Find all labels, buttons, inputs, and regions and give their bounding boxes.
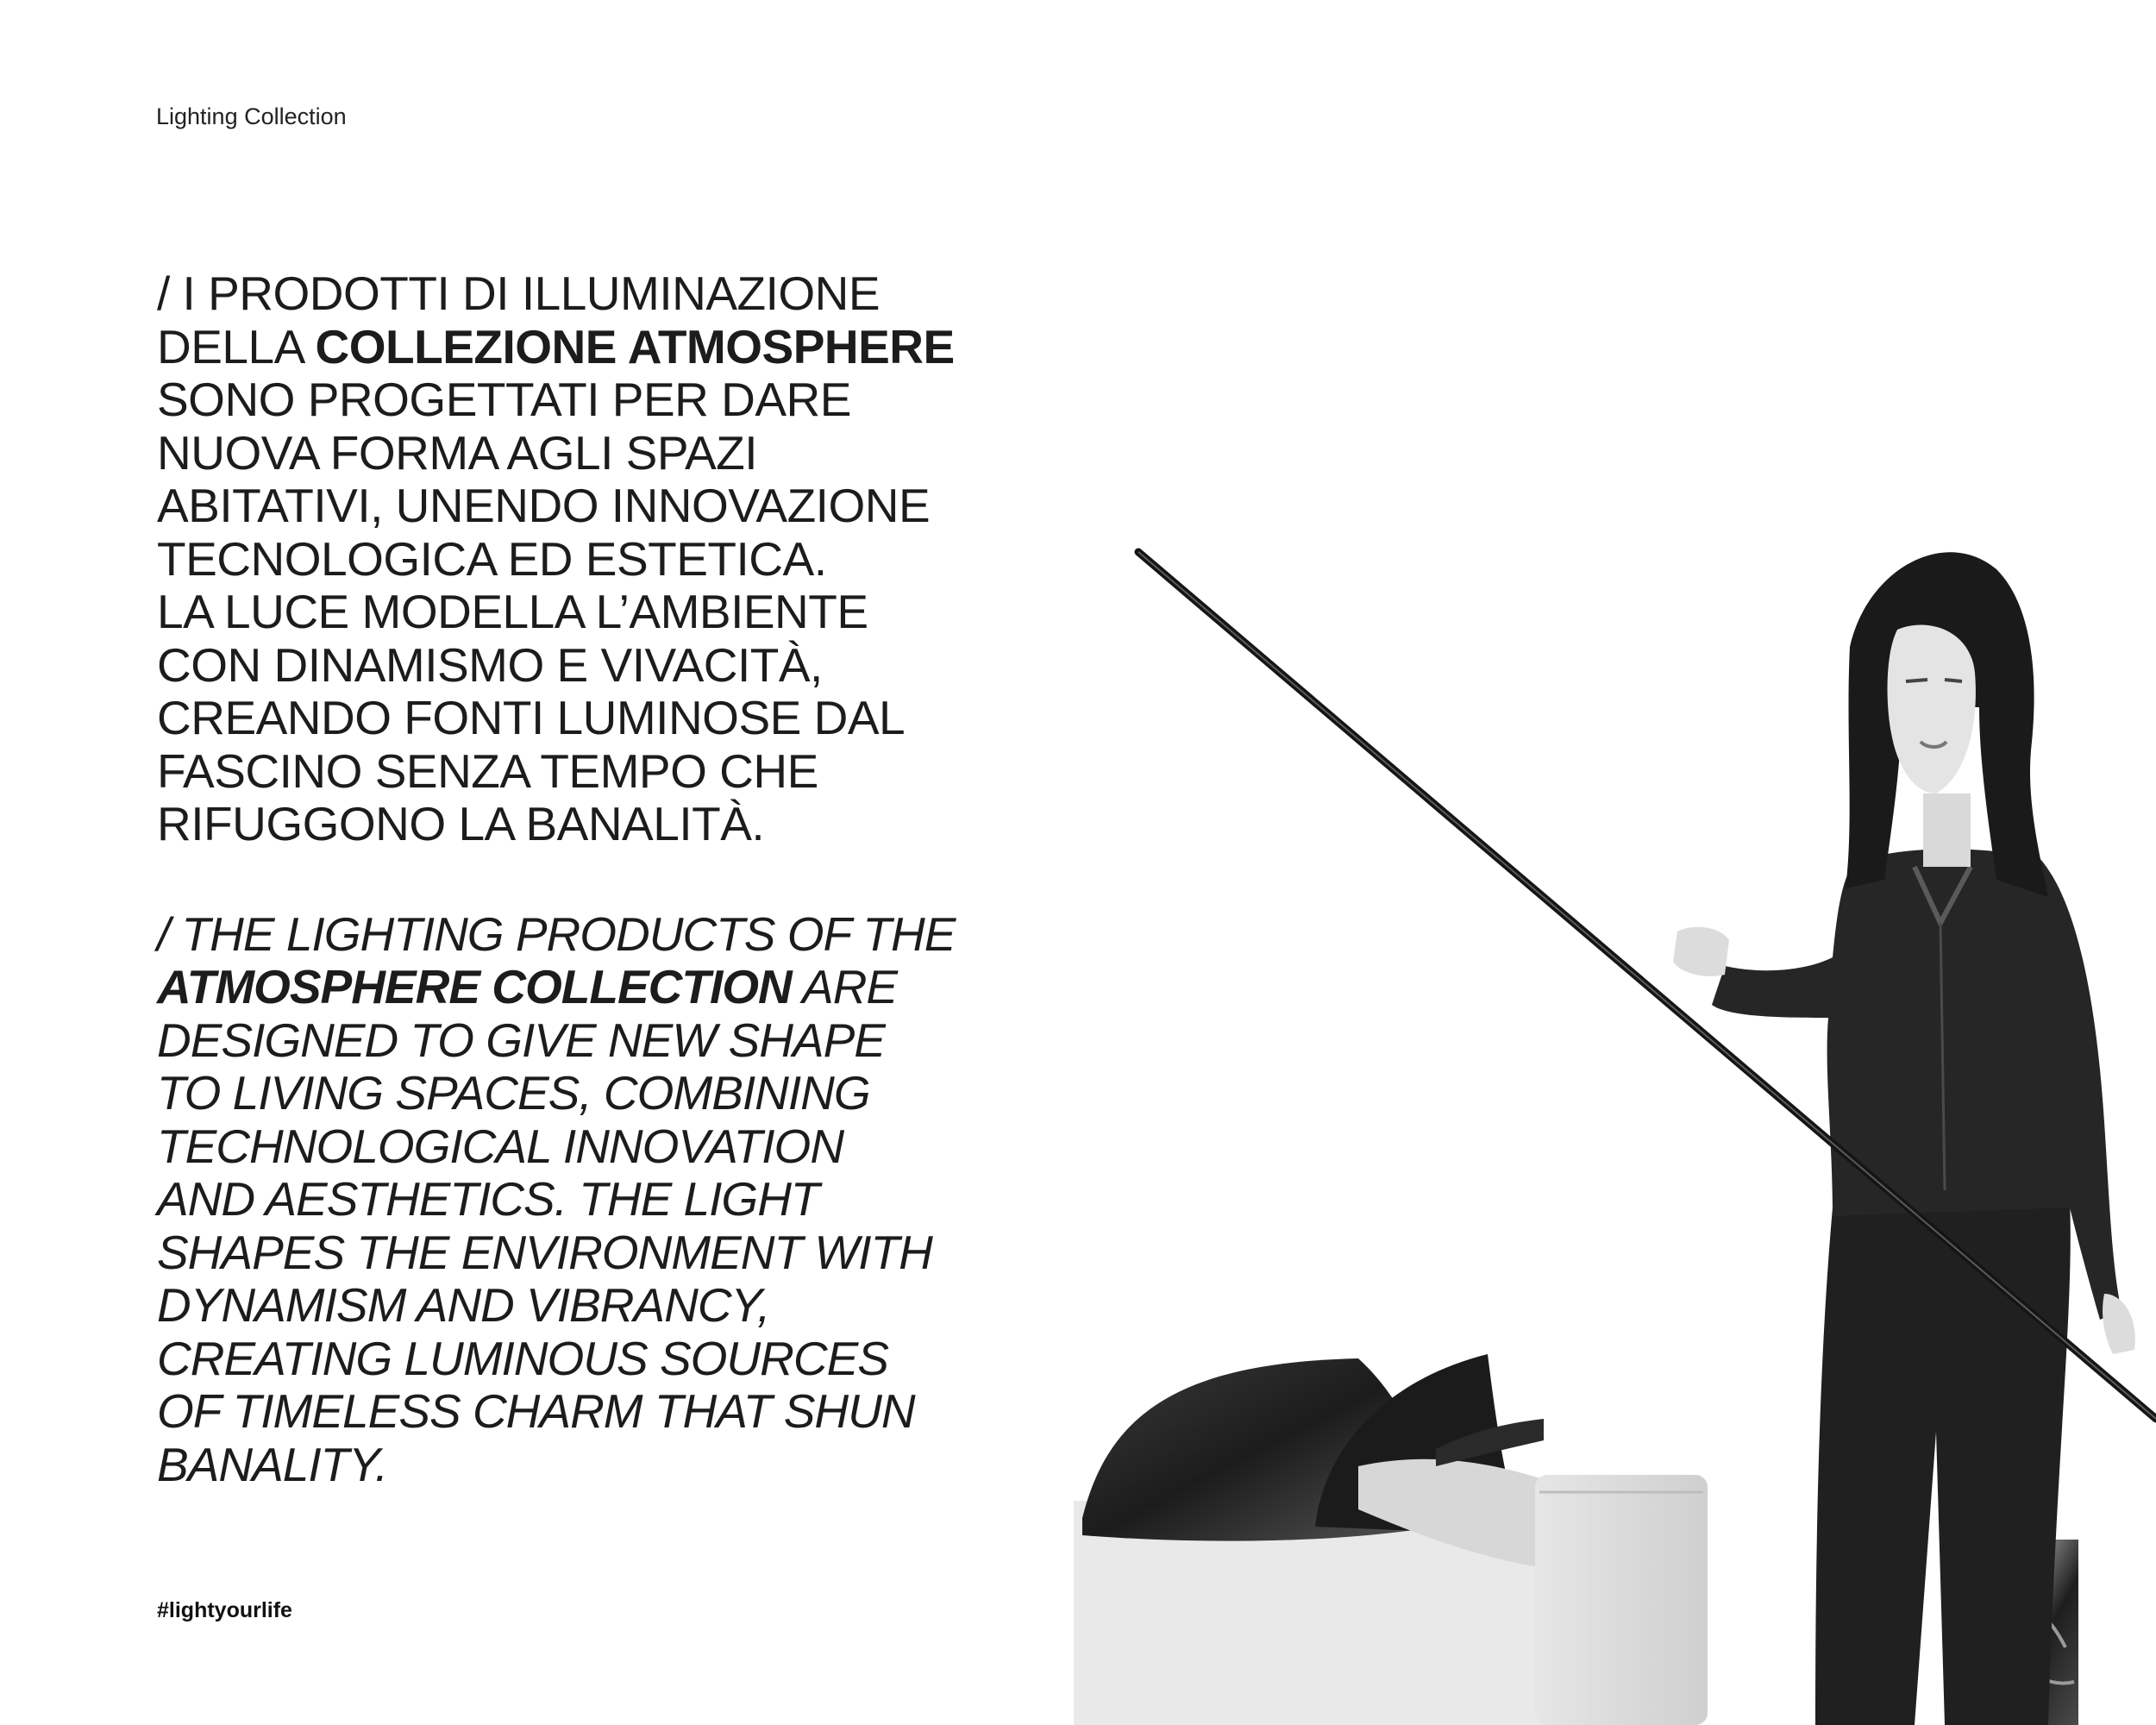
text-line: TO LIVING SPACES, COMBINING (157, 1066, 870, 1120)
hashtag: #lightyourlife (157, 1598, 292, 1622)
english-paragraph (157, 908, 1002, 1492)
woman-trousers (1815, 1199, 2071, 1725)
sofa-arm (1535, 1475, 1708, 1725)
text-line: DESIGNED TO GIVE NEW SHAPE (157, 1013, 885, 1067)
text-line: OF TIMELESS CHARM THAT SHUN (157, 1384, 915, 1438)
text-line: / I PRODOTTI DI ILLUMINAZIONE (157, 267, 881, 320)
text-line: ATMOSPHERE COLLECTION ARE (157, 960, 898, 1013)
text-line: SHAPES THE ENVIRONMENT WITH (157, 1225, 932, 1279)
text-line: DELLA COLLEZIONE ATMOSPHERE (157, 319, 955, 373)
text-line: CREANDO FONTI LUMINOSE DAL (157, 691, 906, 744)
woman-with-lamp-photo (1074, 535, 2156, 1725)
text-line: TECNOLOGICA ED ESTETICA. (157, 531, 827, 586)
text-line: ABITATIVI, UNENDO INNOVAZIONE (157, 479, 931, 532)
text-line: DYNAMISM AND VIBRANCY, (157, 1278, 770, 1332)
section-label: Lighting Collection (156, 104, 347, 129)
text-line: RIFUGGONO LA BANALITÀ. (157, 797, 765, 850)
description-text (157, 267, 1002, 1491)
italian-paragraph (157, 267, 1002, 851)
text-line: / THE LIGHTING PRODUCTS OF THE (157, 906, 956, 961)
woman-face (1888, 624, 1976, 794)
text-line: CON DINAMISMO E VIVACITÀ, (157, 637, 823, 692)
text-line: SONO PROGETTATI PER DARE (157, 373, 851, 426)
text-line: BANALITY. (157, 1437, 388, 1491)
text-line: LA LUCE MODELLA L’AMBIENTE (157, 585, 868, 638)
text-line: NUOVA FORMA AGLI SPAZI (157, 425, 758, 480)
text-line: TECHNOLOGICAL INNOVATION (157, 1119, 844, 1173)
text-line: CREATING LUMINOUS SOURCES (157, 1331, 888, 1385)
text-line: FASCINO SENZA TEMPO CHE (157, 743, 818, 798)
text-line: AND AESTHETICS. THE LIGHT (157, 1172, 819, 1226)
